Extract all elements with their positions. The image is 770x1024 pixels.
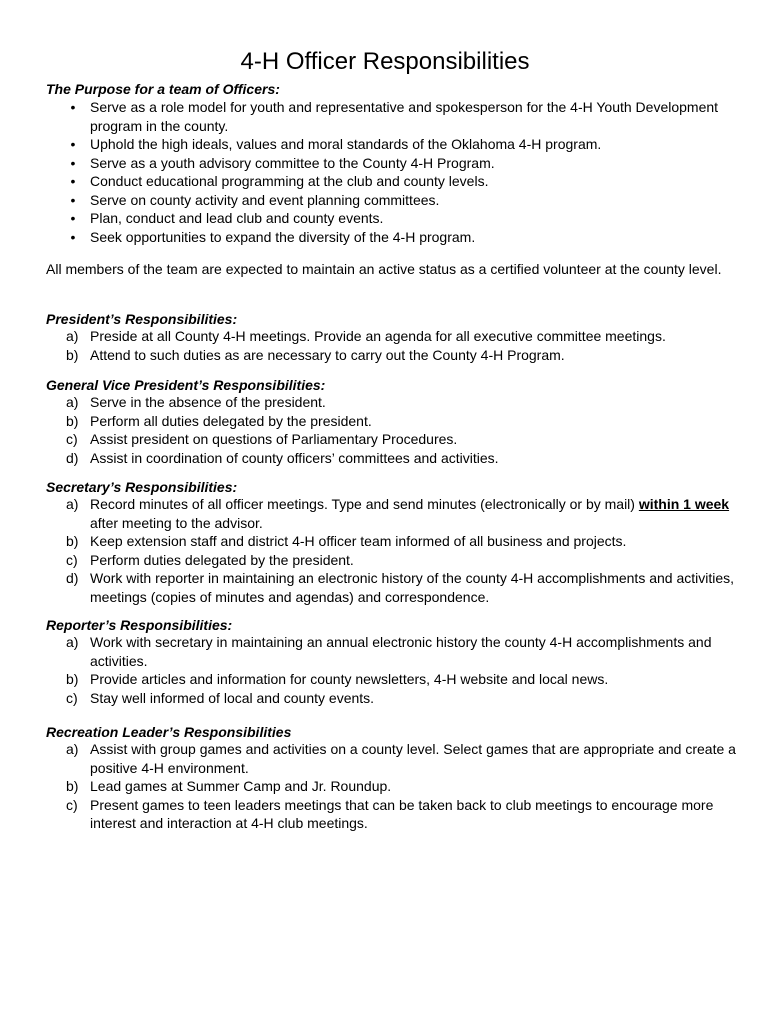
recreation-leader-list [46, 740, 736, 833]
list-marker: d) [66, 449, 79, 466]
secretary-list [46, 495, 736, 606]
list-item [46, 740, 736, 777]
list-marker: a) [66, 394, 79, 410]
list-item-text: Stay well informed of local and county events. [90, 689, 375, 706]
list-item [46, 430, 736, 449]
list-item [46, 777, 736, 796]
bullet-icon: • [70, 99, 76, 115]
deadline-emphasis: within 1 week [638, 496, 730, 512]
purpose-item-text: Conduct educational programming at the club and county levels. [90, 173, 489, 189]
bullet-icon: • [70, 191, 76, 208]
list-item-text: Provide articles and information for county newsletters, 4-H website and local news. [90, 671, 609, 687]
vice-president-list [46, 393, 736, 467]
list-item-text: Attend to such duties as are necessary to carry out the County 4-H Program. [90, 346, 565, 363]
list-item [46, 532, 736, 551]
list-item-text: Serve in the absence of the president. [90, 394, 326, 410]
bullet-icon: • [70, 210, 76, 226]
list-marker: b) [66, 346, 79, 363]
list-item-text: Present games to teen leaders meetings that can be taken back to club meetings to encourage more interest and interaction at 4-H club meetings. [90, 796, 714, 831]
bullet-icon: • [70, 228, 76, 245]
list-item-text: Assist with group games and activities on a county level. Select games that are appropriate and create a positive 4-H environment. [90, 741, 736, 776]
purpose-heading: The Purpose for a team of Officers: [46, 81, 280, 97]
reporter-heading: Reporter’s Responsibilities: [46, 617, 233, 633]
list-item [46, 346, 736, 365]
list-item-text: Preside at all County 4-H meetings. Provide an agenda for all executive committee meetings. [90, 328, 666, 344]
recreation-leader-heading: Recreation Leader’s Responsibilities [46, 724, 292, 740]
list-marker: b) [66, 533, 79, 549]
list-item [46, 569, 736, 606]
list-item-text: Perform all duties delegated by the president. [90, 412, 372, 429]
purpose-item-text: Serve as a youth advisory committee to the County 4-H Program. [90, 154, 495, 171]
list-item-text: Work with secretary in maintaining an annual electronic history the county 4-H accomplishments and activities. [90, 634, 712, 669]
bullet-icon: • [70, 136, 76, 152]
list-marker: d) [66, 570, 79, 586]
list-marker: b) [66, 778, 79, 794]
vice-president-heading: General Vice President’s Responsibilities: [46, 377, 326, 393]
list-item-text: Keep extension staff and district 4-H officer team informed of all business and projects. [90, 533, 627, 549]
purpose-item-text: Serve as a role model for youth and representative and spokesperson for the 4-H Youth Development program in the county. [90, 99, 719, 134]
president-list [46, 327, 736, 364]
list-marker: a) [66, 496, 79, 512]
list-item [46, 412, 736, 431]
purpose-item [46, 135, 736, 154]
list-item [46, 633, 736, 670]
list-item-text: Lead games at Summer Camp and Jr. Roundup. [90, 778, 392, 794]
list-item-text: Perform duties delegated by the president. [90, 551, 354, 568]
list-marker: b) [66, 412, 79, 429]
list-marker: c) [66, 431, 78, 447]
purpose-item [46, 209, 736, 228]
list-item-text: Work with reporter in maintaining an electronic history of the county 4-H accomplishments and activities, meetings (copies of minutes and agendas) and correspondence. [90, 570, 735, 605]
president-heading: President’s Responsibilities: [46, 311, 238, 327]
purpose-item-text: Plan, conduct and lead club and county events. [90, 210, 384, 226]
purpose-item [46, 191, 736, 210]
list-item [46, 551, 736, 570]
list-item [46, 689, 736, 708]
list-item [46, 449, 736, 468]
purpose-item-text: Uphold the high ideals, values and moral standards of the Oklahoma 4-H program. [90, 136, 602, 152]
members-note: All members of the team are expected to maintain an active status as a certified volunteer at the county level. [46, 261, 722, 277]
list-item [46, 495, 736, 532]
list-marker: b) [66, 671, 79, 687]
purpose-item [46, 98, 736, 135]
list-item [46, 796, 736, 833]
list-item [46, 393, 736, 412]
purpose-list [46, 98, 736, 246]
list-marker: a) [66, 634, 79, 650]
list-item-text: Record minutes of all officer meetings. Type and send minutes (electronically or by mail) [90, 496, 639, 512]
secretary-heading: Secretary’s Responsibilities: [46, 479, 238, 495]
reporter-list [46, 633, 736, 707]
list-marker: c) [66, 689, 78, 706]
purpose-item [46, 228, 736, 247]
bullet-icon: • [70, 154, 76, 171]
bullet-icon: • [70, 173, 76, 189]
list-item-text: after meeting to the advisor. [90, 514, 263, 531]
list-marker: a) [66, 741, 79, 757]
purpose-item-text: Serve on county activity and event planning committees. [90, 191, 440, 208]
list-marker: c) [66, 796, 78, 813]
list-marker: c) [66, 551, 78, 568]
purpose-item [46, 154, 736, 173]
list-item [46, 327, 736, 346]
purpose-item [46, 172, 736, 191]
list-marker: a) [66, 328, 79, 344]
page-title: 4-H Officer Responsibilities [240, 48, 530, 75]
list-item [46, 670, 736, 689]
list-item-text: Assist president on questions of Parliamentary Procedures. [90, 431, 458, 447]
list-item-text: Assist in coordination of county officers’ committees and activities. [90, 449, 499, 466]
purpose-item-text: Seek opportunities to expand the diversity of the 4-H program. [90, 228, 476, 245]
